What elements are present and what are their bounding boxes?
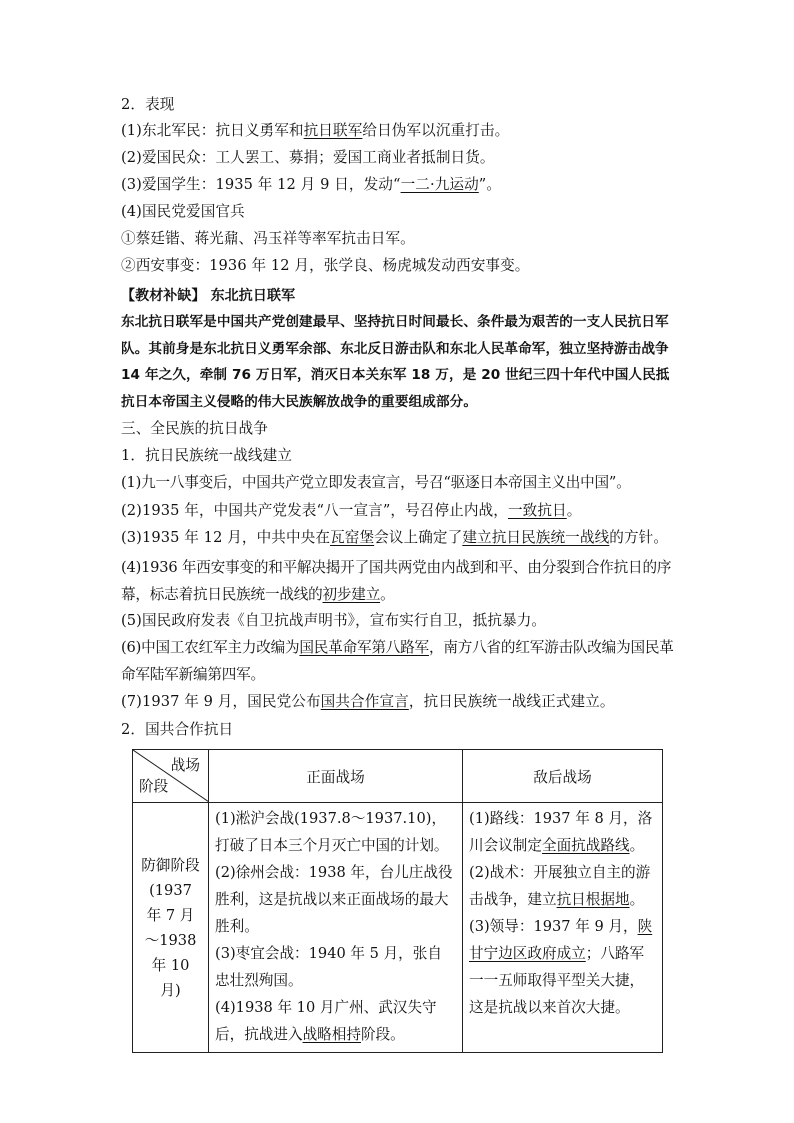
paragraph [121,501,681,521]
paragraph: ②西安事变：1936 年 12 月，张学良、杨虎城发动西安事变。 [121,257,530,274]
cell-paragraph: (1)淞沪会战(1937.8～1937.10)，打破了日本三个月灭亡中国的计划。 [215,810,449,854]
paragraph [121,635,679,688]
text: 会议上确定了 [374,529,463,546]
corner-top-label: 战场 [170,757,200,774]
text: (1)路线：1937 年 8 月，洛川会议制定 [469,810,653,854]
text: (2)战术：开展独立自主的游击战争，建立 [469,864,651,908]
underlined-term: 抗日根据地 [556,891,630,908]
front-battlefield-cell [209,803,463,1053]
cell-paragraph [469,859,656,913]
underlined-term: 陕甘宁边区政府成立 [469,918,653,962]
underlined-term: 初步建立 [322,585,381,603]
cell-paragraph [215,994,456,1048]
supplement-title: 【教材补缺】 东北抗日联军 [121,288,296,304]
subheading: 1．抗日民族统一战线建立 [121,447,293,464]
paragraph: (2)爱国民众：工人罢工、募捐；爱国工商业者抵制日货。 [121,149,495,166]
text: (3)爱国学生：1935 年 12 月 9 日，发动“ [121,176,401,193]
underlined-term: 国共合作宣言 [320,693,409,710]
text: (2)1935 年，中国共产党发表“八一宣言”，号召停止内战， [121,502,508,519]
text: 。 [380,585,395,603]
text: ，抗日民族统一战线正式建立。 [408,693,615,710]
corner-header-cell [133,750,209,803]
corner-bottom-label: 阶段 [139,778,169,795]
section-heading: 三、全民族的抗日战争 [121,420,268,437]
cooperation-table [132,749,663,1053]
text: 。 [629,891,645,908]
cell-paragraph: (2)徐州会战：1938 年，台儿庄战役胜利，这是抗战以来正面战场的最大胜利。 [215,864,453,935]
rear-battlefield-cell [463,803,663,1053]
text: ”。 [478,176,502,193]
cell-paragraph [469,913,656,1021]
text: (6)中国工农红军主力改编为 [121,639,300,656]
subheading: 2．国共合作抗日 [121,721,234,738]
text: 。 [566,502,582,519]
text: (3)1935 年 12 月，中共中央在 [121,529,331,546]
subheading-performance: 2．表现 [121,96,175,113]
table-header-row [133,750,663,803]
text: (4)1936 年西安事变的和平解决揭开了国共两党由内战到和平、由分裂到合作抗日的序幕，标志着抗日民族统一战线的 [121,559,672,603]
underlined-term: 国民革命军第八路军 [299,639,429,656]
text: 的方针。 [609,529,669,546]
cell-paragraph [469,805,656,859]
paragraph: ①蔡廷锴、蒋光鼐、冯玉祥等率军抗击日军。 [121,230,415,247]
text: 给日伪军以沉重打击。 [362,122,510,139]
text: (3)领导：1937 年 9 月， [469,918,638,935]
column-header-rear: 敌后战场 [463,750,663,803]
paragraph [121,692,681,712]
text: 阶段。 [360,1026,405,1043]
underlined-term: 全面抗战路线 [541,837,630,854]
phase-cell: 防御阶段(1937 年 7 月～1938 年 10 月) [133,803,209,1053]
underlined-term: 建立抗日民族统一战线 [462,529,610,546]
text: (7)1937 年 9 月，国民党公布 [121,693,321,710]
text: 。 [629,837,645,854]
paragraph: (1)九一八事变后，中国共产党立即发表宣言，号召“驱逐日本帝国主义出中国”。 [121,474,631,491]
text: ；八路军一一五师取得平型关大捷，这是抗战以来首次大捷。 [469,945,645,1016]
paragraph [121,121,681,141]
paragraph [121,175,681,195]
underlined-term: 抗日联军 [303,122,363,139]
paragraph: (5)国民政府发表《自卫抗战声明书》，宣布实行自卫，抵抗暴力。 [121,612,547,629]
column-header-front: 正面战场 [209,750,463,803]
text: (4)1938 年 10 月广州、武汉失守后，抗战进入 [215,999,437,1043]
underlined-term: 一致抗日 [507,502,567,519]
paragraph [121,555,679,608]
text: ，南方八省的红军游击队改编为国民革命军陆军新编第四军。 [121,639,674,683]
underlined-term: 瓦窑堡 [330,529,375,546]
table-row [133,803,663,1053]
underlined-term: 一二·九运动 [400,176,479,193]
text: (1)东北军民：抗日义勇军和 [121,122,304,139]
paragraph: (4)国民党爱国官兵 [121,203,245,220]
underlined-term: 战略相持 [302,1026,361,1043]
cell-paragraph: (3)枣宜会战：1940 年 5 月，张自忠壮烈殉国。 [215,945,442,989]
supplement-body: 东北抗日联军是中国共产党创建最早、坚持抗日时间最长、条件最为艰苦的一支人民抗日军队。其前身是东北抗日义勇军余部、东北反日游击队和东北人民革命军，独立坚持游击战争 14 年之久，牵制 76 万日军，消灭日本关东军 18 万，是 20 世纪三四十年代中国人民抵抗日本帝国主义侵略的伟大民族解放战争的重要组成部分。 [121,314,670,410]
paragraph [121,528,681,548]
